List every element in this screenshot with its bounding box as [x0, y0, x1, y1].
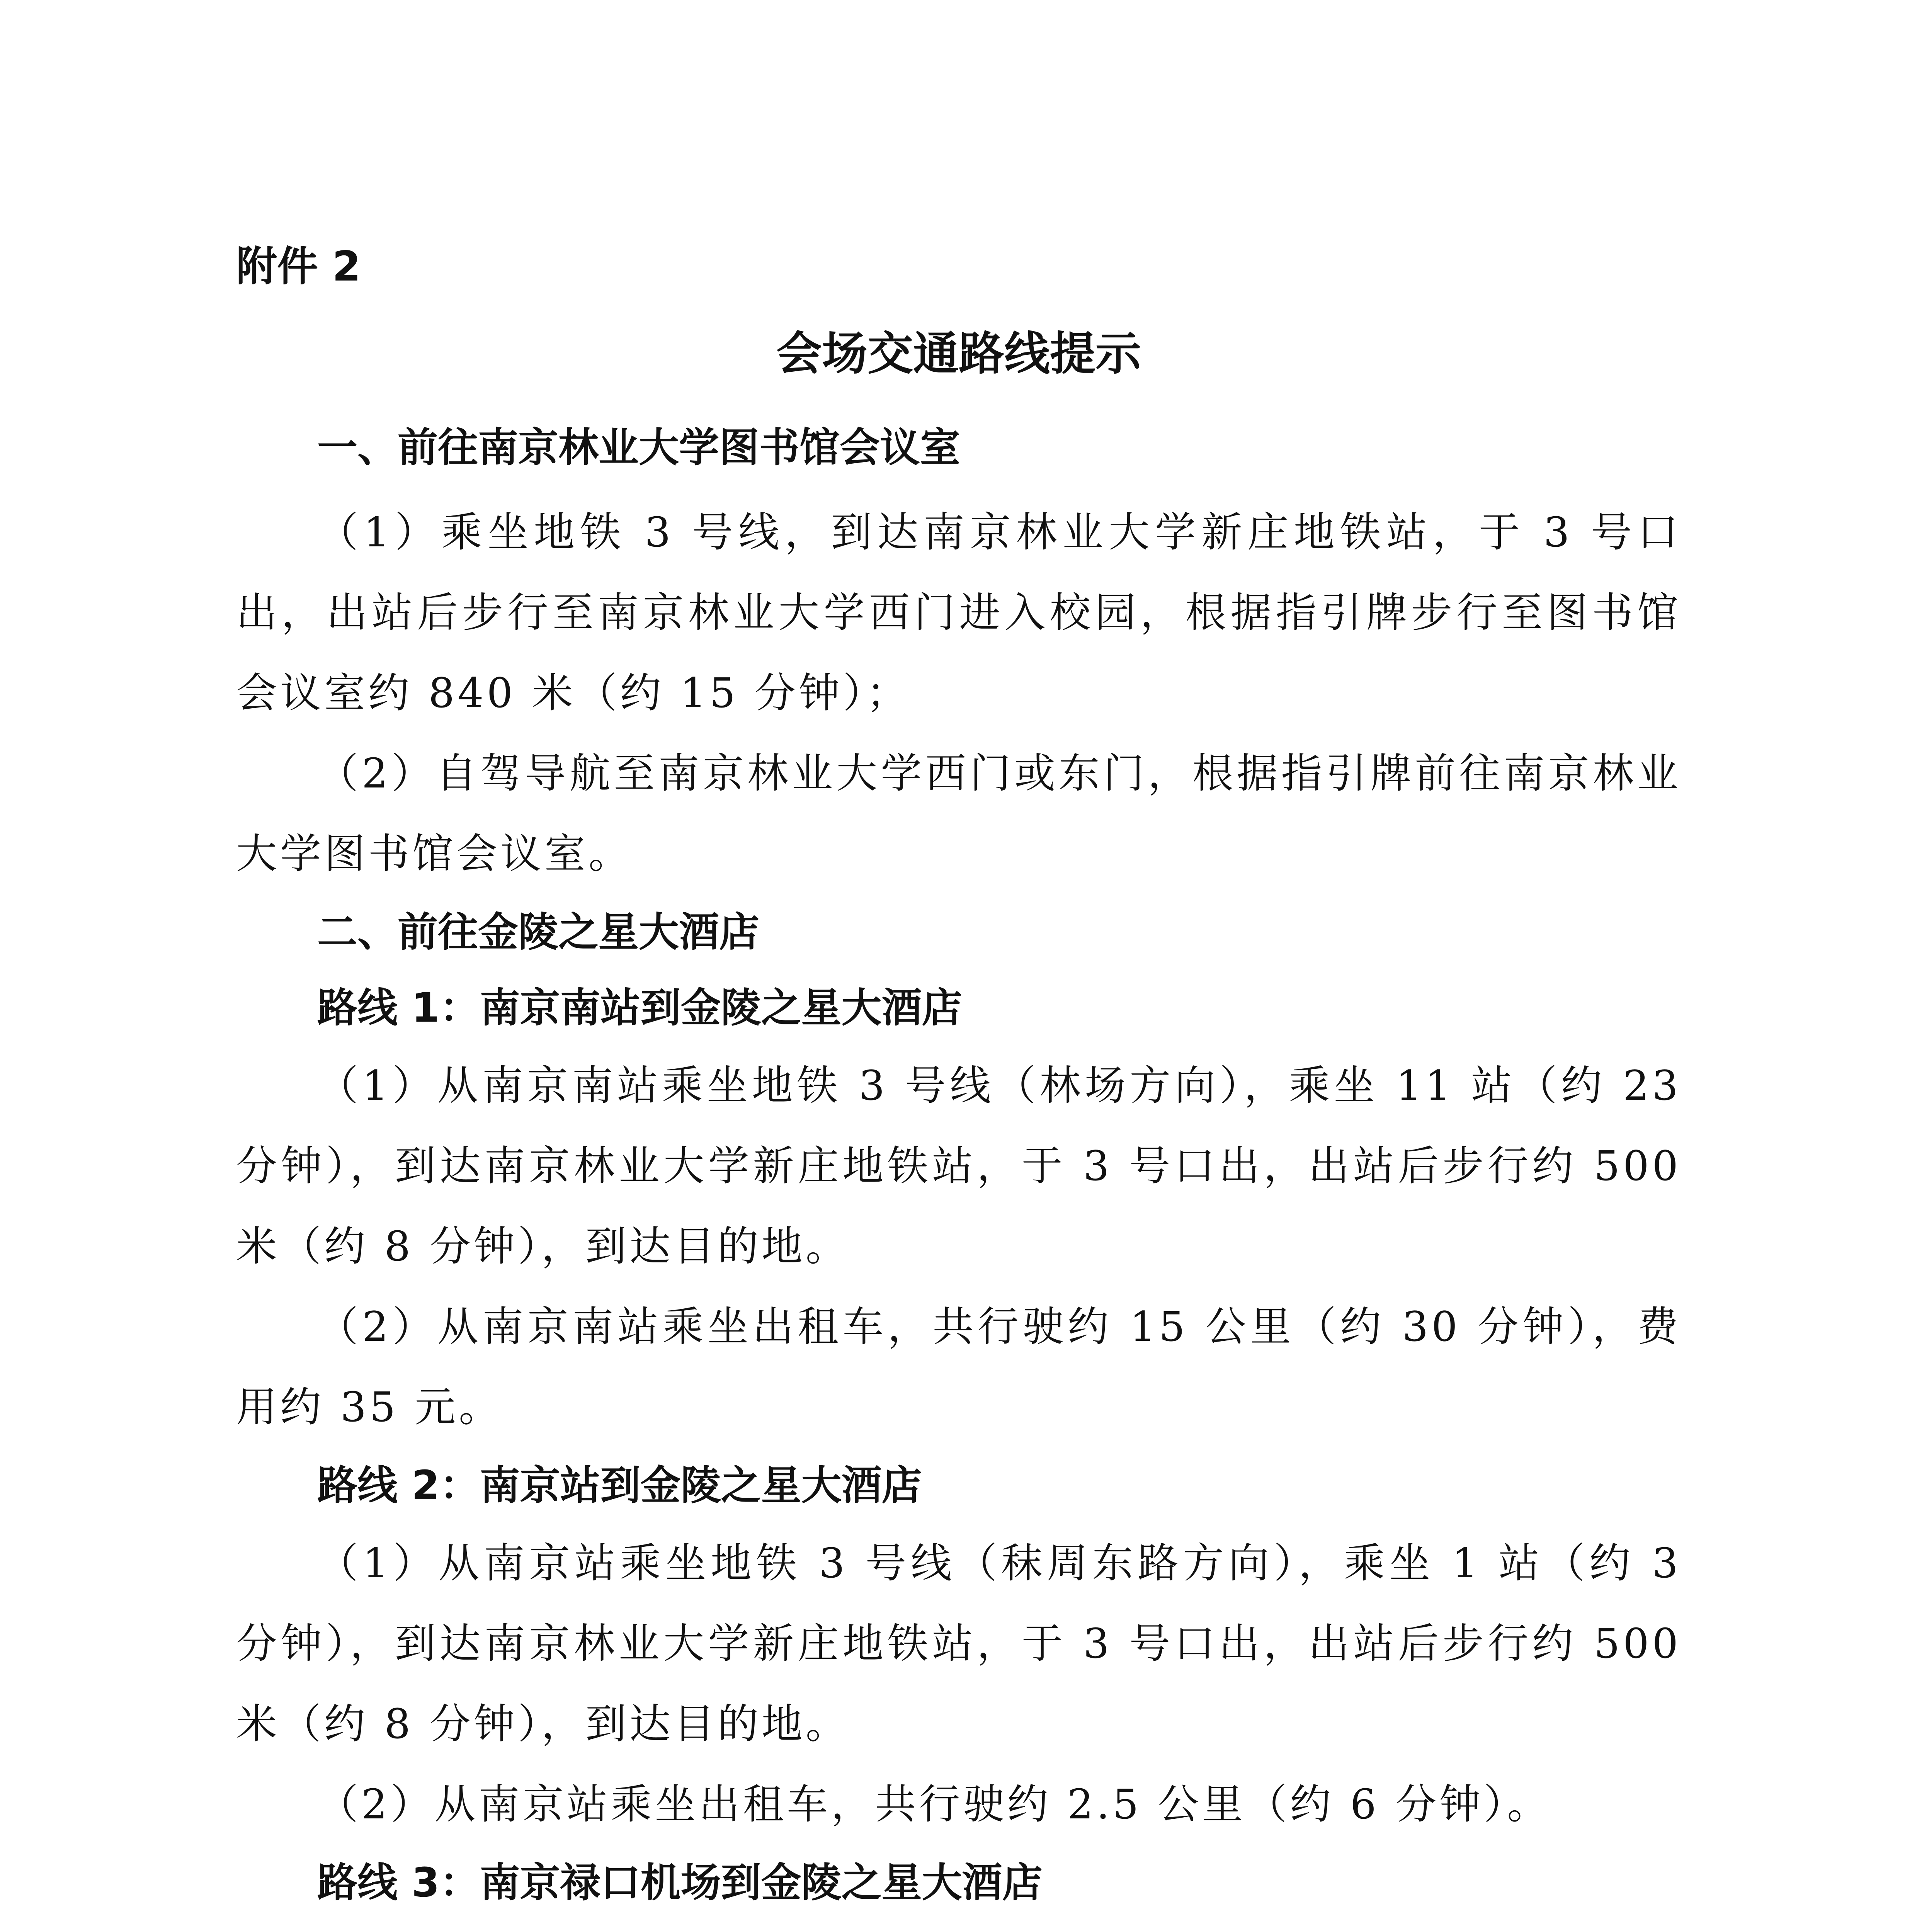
document-title: 会场交通路线提示	[776, 327, 1141, 380]
route-1-item-2: （2）从南京南站乘坐出租车，共行驶约 15 公里（约 30 分钟），费用约 35 元。	[236, 1303, 1681, 1431]
route-2-item-2: （2）从南京站乘坐出租车，共行驶约 2.5 公里（约 6 分钟）。	[317, 1781, 1551, 1828]
route-2-item-1: （1）从南京站乘坐地铁 3 号线（秣周东路方向），乘坐 1 站（约 3 分钟），到达南京林业大学新庄地铁站，于 3 号口出，出站后步行约 500 米（约 8 分钟），到达目的地。	[236, 1539, 1681, 1748]
route-3-item-1	[236, 1920, 1681, 1932]
section-1-item-2: （2）自驾导航至南京林业大学西门或东门，根据指引牌前往南京林业大学图书馆会议室。	[236, 750, 1681, 878]
document-body	[236, 240, 1681, 1932]
section-2-heading: 二、前往金陵之星大酒店	[317, 908, 760, 956]
section-1-item-1: （1）乘坐地铁 3 号线，到达南京林业大学新庄地铁站，于 3 号口出，出站后步行至南京林业大学西门进入校园，根据指引牌步行至图书馆会议室约 840 米（约 15 分钟）；	[236, 509, 1681, 717]
annex-label: 附件 2	[236, 243, 361, 290]
route-1-item-1: （1）从南京南站乘坐地铁 3 号线（林场方向），乘坐 11 站（约 23 分钟），到达南京林业大学新庄地铁站，于 3 号口出，出站后步行约 500 米（约 8 分钟），到达目的地。	[236, 1062, 1681, 1270]
route-1-heading: 路线 1：南京南站到金陵之星大酒店	[317, 984, 962, 1031]
section-1-heading: 一、前往南京林业大学图书馆会议室	[317, 424, 961, 471]
route-2-heading: 路线 2：南京站到金陵之星大酒店	[317, 1462, 922, 1509]
route-3-heading: 路线 3：南京禄口机场到金陵之星大酒店	[317, 1859, 1043, 1906]
